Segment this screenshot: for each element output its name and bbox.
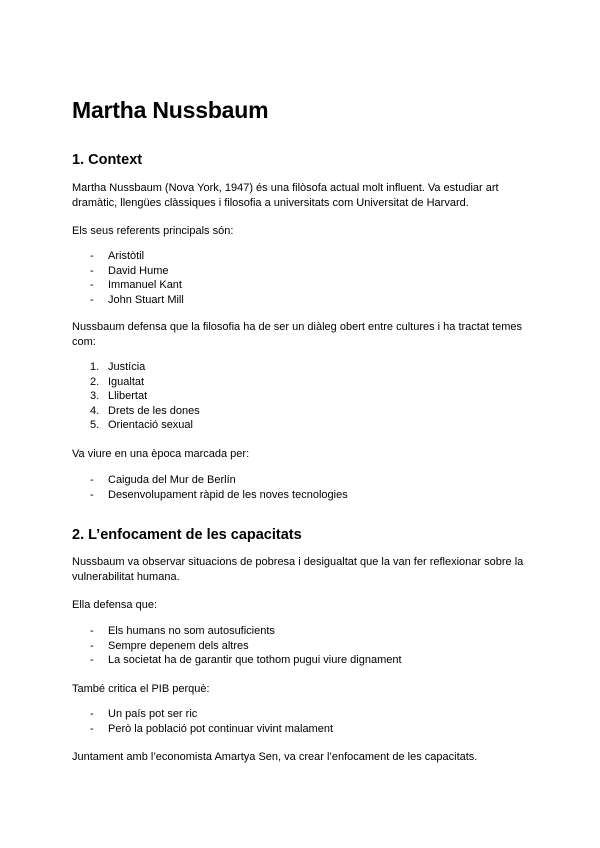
page-title: Martha Nussbaum — [72, 97, 269, 123]
list-number: 4. — [90, 404, 100, 417]
list-dash: - — [90, 639, 94, 652]
list-dash: - — [90, 250, 94, 262]
paragraph-intro — [72, 181, 528, 211]
themes-list — [72, 360, 528, 433]
list-number: 2. — [90, 375, 100, 388]
list-item: 1. Justícia — [90, 361, 146, 373]
list-dash: - — [90, 708, 94, 720]
list-number: 5. — [90, 419, 100, 432]
list-item: 2. Igualtat — [90, 375, 145, 388]
paragraph-line: Martha Nussbaum (Nova York, 1947) és una filòsofa actual molt influent. Va estudiar art — [72, 182, 499, 194]
paragraph-line: Nussbaum va observar situacions de pobresa i desigualtat que la van fer reflexionar sobre la — [72, 556, 524, 568]
defends-list — [72, 624, 528, 668]
list-item: - Un país pot ser ric — [90, 708, 198, 720]
paragraph-themes-intro — [72, 320, 528, 350]
list-item: 3. Llibertat — [90, 390, 148, 403]
paragraph-era-intro: Va viure en una època marcada per: — [72, 448, 250, 460]
list-dash: - — [90, 488, 94, 501]
list-dash: - — [90, 264, 94, 277]
section-heading-context: 1. Context — [72, 152, 143, 168]
paragraph-line: com: — [72, 336, 96, 348]
list-number: 1. — [90, 361, 100, 373]
paragraph-poverty — [72, 555, 528, 585]
list-item: - Aristòtil — [90, 250, 145, 262]
list-item: - Els humans no som autosuficients — [90, 625, 275, 637]
list-number: 3. — [90, 390, 100, 403]
paragraph-line: Nussbaum defensa que la filosofia ha de ser un diàleg obert entre cultures i ha tractat temes — [72, 321, 523, 333]
list-item: - Però la població pot continuar vivint malament — [90, 722, 334, 735]
paragraph-line: vulnerabilitat humana. — [72, 571, 180, 583]
list-item: - Immanuel Kant — [90, 279, 182, 292]
era-list — [72, 473, 528, 502]
list-dash: - — [90, 654, 94, 667]
list-item: - John Stuart Mill — [90, 293, 184, 306]
list-dash: - — [90, 722, 94, 735]
list-item: - La societat ha de garantir que tothom pugui viure dignament — [90, 654, 402, 667]
paragraph-pib-intro: També critica el PIB perquè: — [72, 683, 210, 695]
list-dash: - — [90, 293, 94, 306]
list-item: 5. Orientació sexual — [90, 419, 193, 432]
list-dash: - — [90, 279, 94, 292]
list-dash: - — [90, 625, 94, 637]
list-item: - Caiguda del Mur de Berlín — [90, 474, 236, 486]
pib-list — [72, 707, 528, 736]
list-item: - Sempre depenem dels altres — [90, 639, 249, 652]
list-item: - Desenvolupament ràpid de les noves tecnologies — [90, 488, 348, 501]
list-item: - David Hume — [90, 264, 169, 277]
paragraph-defends-intro: Ella defensa que: — [72, 599, 158, 611]
list-dash: - — [90, 474, 94, 486]
paragraph-line: dramàtic, llengües clàssiques i filosofia a universitats com Universitat de Harvard. — [72, 197, 469, 209]
list-item: 4. Drets de les dones — [90, 404, 200, 417]
paragraph-referents-intro: Els seus referents principals són: — [72, 225, 234, 237]
section-heading-capabilities: 2. L’enfocament de les capacitats — [72, 527, 302, 543]
paragraph-closing: Juntament amb l’economista Amartya Sen, va crear l’enfocament de les capacitats. — [72, 751, 478, 763]
referents-list — [72, 249, 528, 307]
